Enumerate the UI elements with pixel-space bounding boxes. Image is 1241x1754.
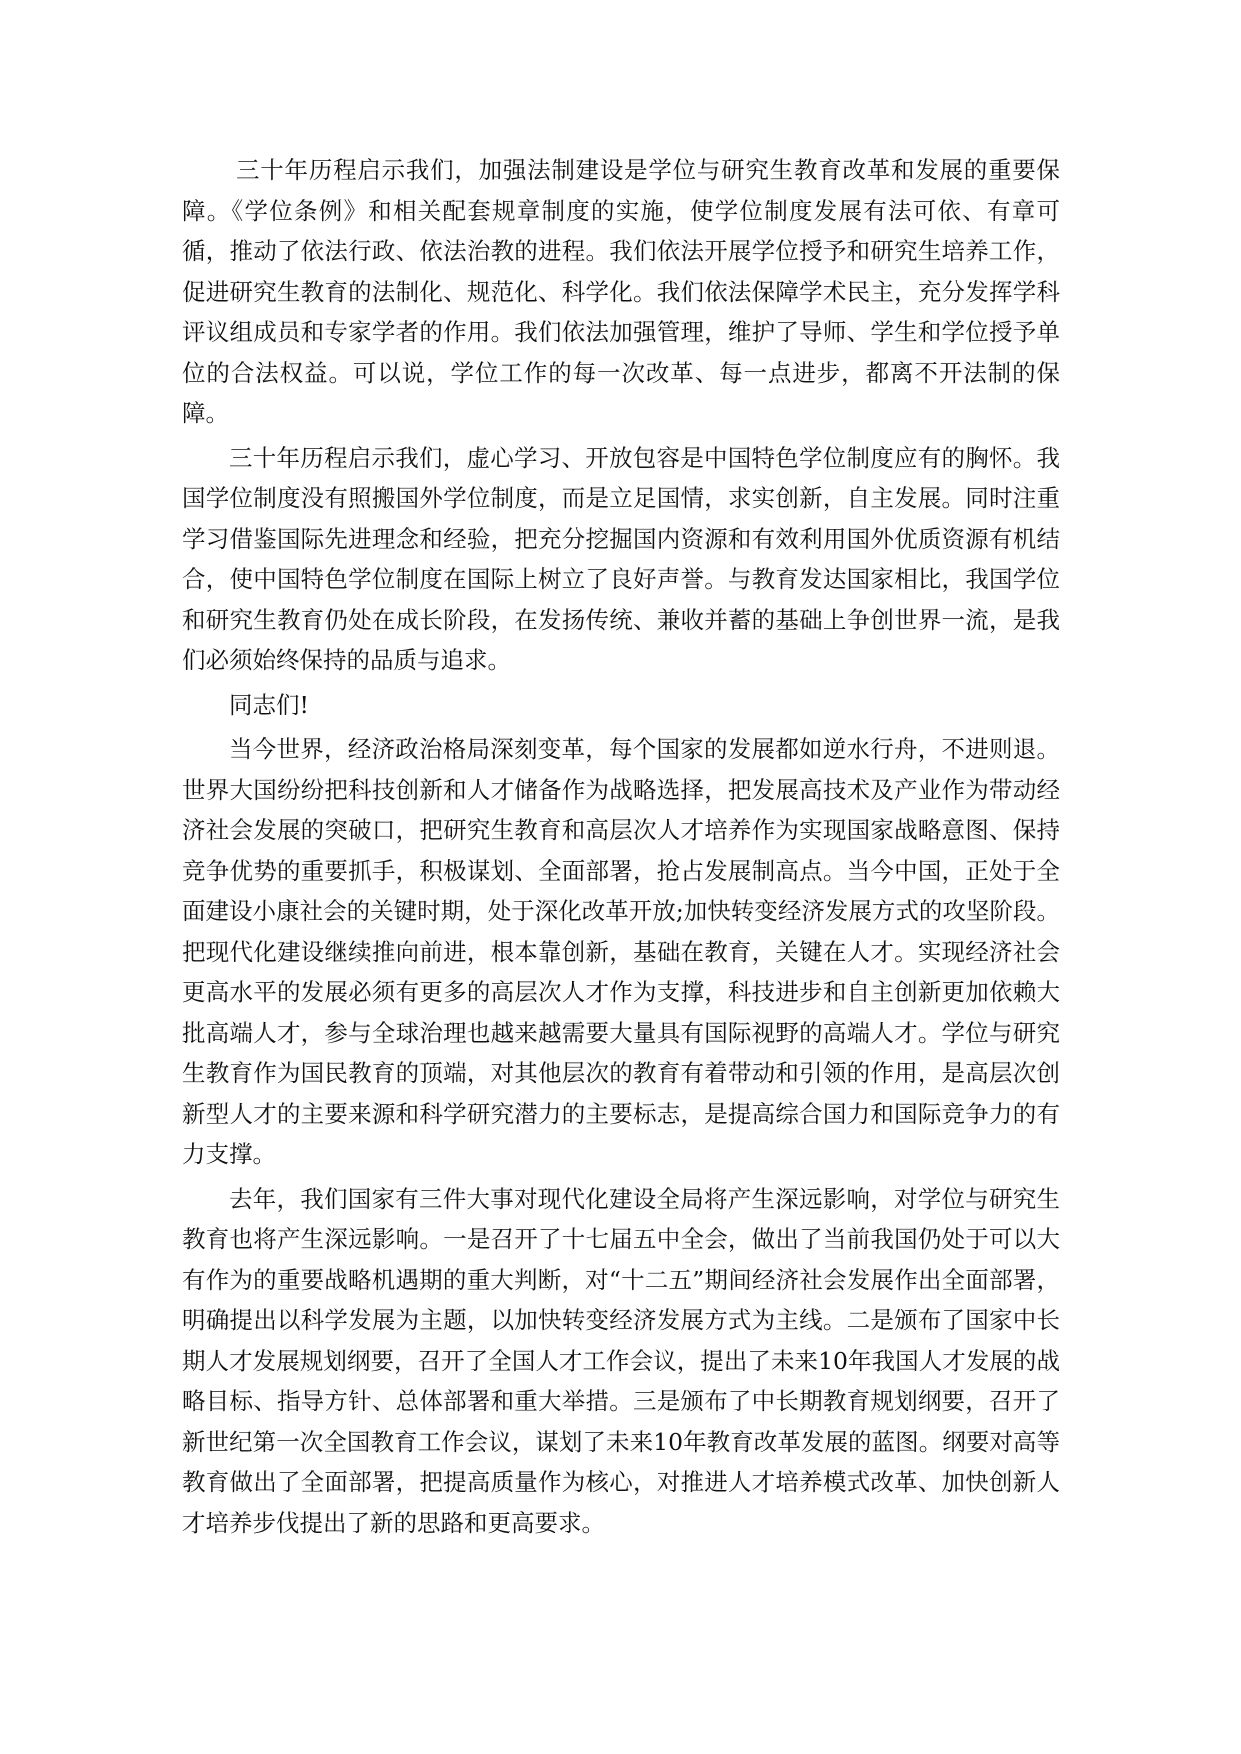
paragraph-salutation: 同志们! (229, 690, 309, 719)
paragraph-three-events: 去年，我们国家有三件大事对现代化建设全局将产生深远影响，对学位与研究生教育也将产生深远影响。一是召开了十七届五中全会，做出了当前我国仍处于可以大有作为的重要战略机遇期的重大判断，对“十二五”期间经济社会发展作出全面部署，明确提出以科学发展为主题，以加快转变经济发展方式为主线。二是颁布了国家中长期人才发展规划纲要，召开了全国人才工作会议，提出了未来10年我国人才发展的战略目标、指导方针、总体部署和重大举措。三是颁布了中长期教育规划纲要，召开了新世纪第一次全国教育工作会议，谋划了未来10年教育改革发展的蓝图。纲要对高等教育做出了全面部署，把提高质量作为核心，对推进人才培养模式改革、加快创新人才培养步伐提出了新的思路和更高要求。 (182, 1184, 1060, 1537)
paragraph-world-situation: 当今世界，经济政治格局深刻变革，每个国家的发展都如逆水行舟，不进则退。世界大国纷纷把科技创新和人才储备作为战略选择，把发展高技术及产业作为带动经济社会发展的突破口，把研究生教育和高层次人才培养作为实现国家战略意图、保持竞争优势的重要抓手，积极谋划、全面部署，抢占发展制高点。当今中国，正处于全面建设小康社会的关键时期，处于深化改革开放;加快转变经济发展方式的攻坚阶段。把现代化建设继续推向前进，根本靠创新，基础在教育，关键在人才。实现经济社会更高水平的发展必须有更多的高层次人才作为支撑，科技进步和自主创新更加依赖大批高端人才，参与全球治理也越来越需要大量具有国际视野的高端人才。学位与研究生教育作为国民教育的顶端，对其他层次的教育有着带动和引领的作用，是高层次创新型人才的主要来源和科学研究潜力的主要标志，是提高综合国力和国际竞争力的有力支撑。 (182, 735, 1060, 1168)
paragraph-openness: 三十年历程启示我们，虚心学习、开放包容是中国特色学位制度应有的胸怀。我国学位制度没有照搬国外学位制度，而是立足国情，求实创新，自主发展。同时注重学习借鉴国际先进理念和经验，把充分挖掘国内资源和有效利用国外优质资源有机结合，使中国特色学位制度在国际上树立了良好声誉。与教育发达国家相比，我国学位和研究生教育仍处在成长阶段，在发扬传统、兼收并蓄的基础上争创世界一流，是我们必须始终保持的品质与追求。 (182, 443, 1060, 674)
document-page (182, 150, 1060, 1543)
paragraph-legal-system: 三十年历程启示我们，加强法制建设是学位与研究生教育改革和发展的重要保障。《学位条例》和相关配套规章制度的实施，使学位制度发展有法可依、有章可循，推动了依法行政、依法治教的进程。我们依法开展学位授予和研究生培养工作，促进研究生教育的法制化、规范化、科学化。我们依法保障学术民主，充分发挥学科评议组成员和专家学者的作用。我们依法加强管理，维护了导师、学生和学位授予单位的合法权益。可以说，学位工作的每一次改革、每一点进步，都离不开法制的保障。 (182, 156, 1060, 427)
